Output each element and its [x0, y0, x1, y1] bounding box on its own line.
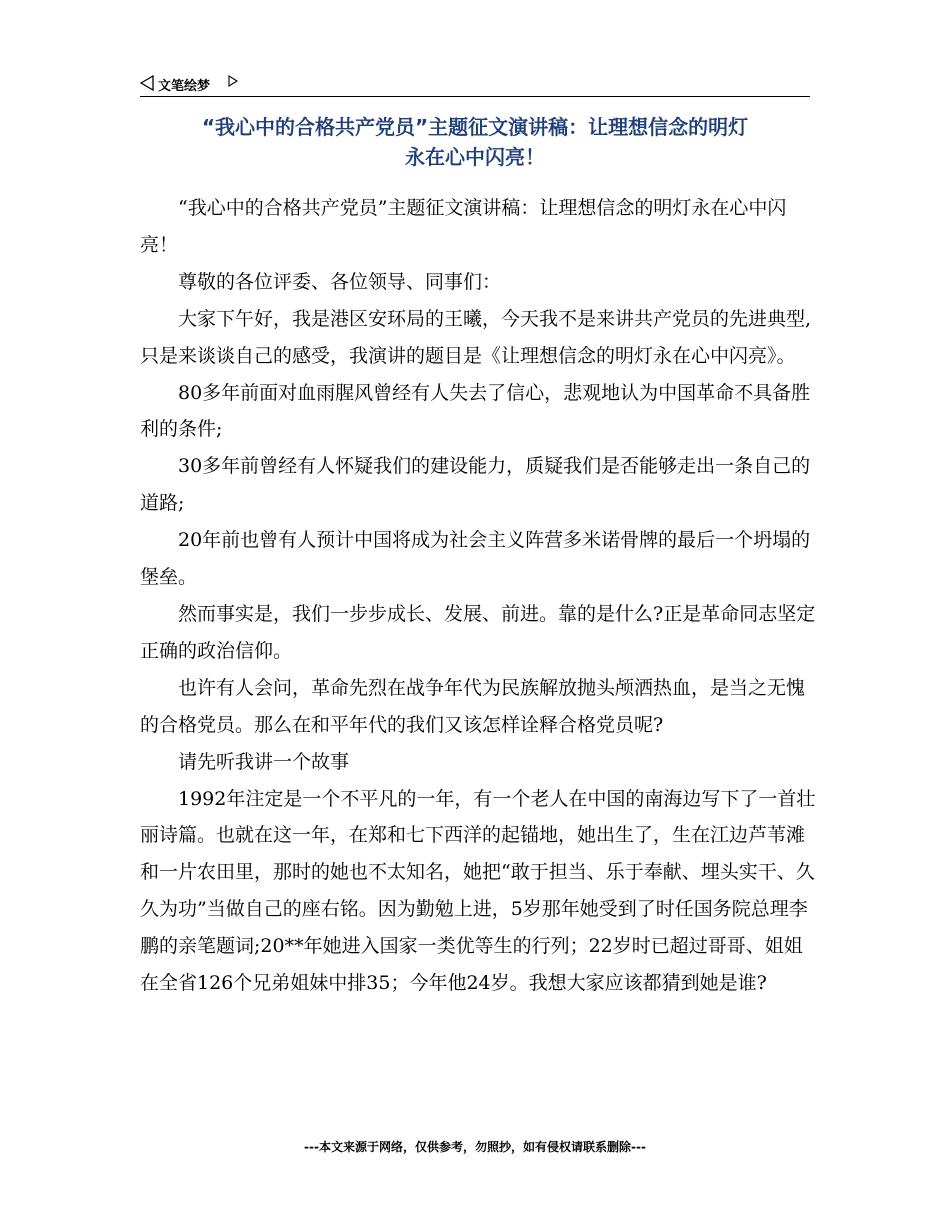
paragraph: 然而事实是，我们一步步成长、发展、前进。靠的是什么?正是革命同志坚定正确的政治信仰。 — [140, 602, 816, 662]
header-brand: 文笔绘梦 — [158, 79, 211, 94]
paragraph: 请先听我讲一个故事 — [178, 750, 350, 773]
triangle-right-icon — [228, 75, 238, 87]
paragraph: 尊敬的各位评委、各位领导、同事们： — [178, 270, 502, 293]
paragraph: 1992年注定是一个不平凡的一年，有一个老人在中国的南海边写下了一首壮丽诗篇。也就在这一年，在郑和七下西洋的起锚地，她出生了，生在江边芦苇滩和一片农田里，那时的她也不太知名，她把“敢于担当、乐于奉献、埋头实干、久久为功”当做自己的座右铭。因为勤勉上进，5岁那年她受到了时任国务院总理李鹏的亲笔题词;20**年她进入国家一类优等生的行列；22岁时已超过哥哥、姐姐在全省126个兄弟姐妹中排35；今年他24岁。我想大家应该都猜到她是谁? — [140, 787, 816, 995]
document-body — [140, 190, 820, 1002]
paragraph: 20年前也曾有人预计中国将成为社会主义阵营多米诺骨牌的最后一个坍塌的堡垒。 — [140, 529, 811, 589]
title-line-1: “我心中的合格共产党员”主题征文演讲稿：让理想信念的明灯 — [201, 115, 749, 139]
paragraph: 大家下午好，我是港区安环局的王曦，今天我不是来讲共产党员的先进典型,只是来谈谈自己的感受，我演讲的题目是《让理想信念的明灯永在心中闪亮》。 — [140, 307, 812, 367]
paragraph: 80多年前面对血雨腥风曾经有人失去了信心，悲观地认为中国革命不具备胜利的条件; — [140, 381, 811, 441]
page-footer: ---本文来源于网络，仅供参考，勿照抄，如有侵权请联系删除--- — [304, 1140, 646, 1154]
page-header — [140, 72, 810, 97]
paragraph: 也许有人会问，革命先烈在战争年代为民族解放抛头颅洒热血，是当之无愧的合格党员。那么在和平年代的我们又该怎样诠释合格党员呢? — [140, 676, 806, 736]
triangle-left-icon — [140, 75, 154, 91]
document-title — [140, 112, 810, 172]
title-line-2: 永在心中闪亮！ — [405, 145, 545, 169]
paragraph: “我心中的合格共产党员”主题征文演讲稿：让理想信念的明灯永在心中闪亮！ — [140, 197, 787, 256]
paragraph: 30多年前曾经有人怀疑我们的建设能力，质疑我们是否能够走出一条自己的道路; — [140, 455, 811, 515]
